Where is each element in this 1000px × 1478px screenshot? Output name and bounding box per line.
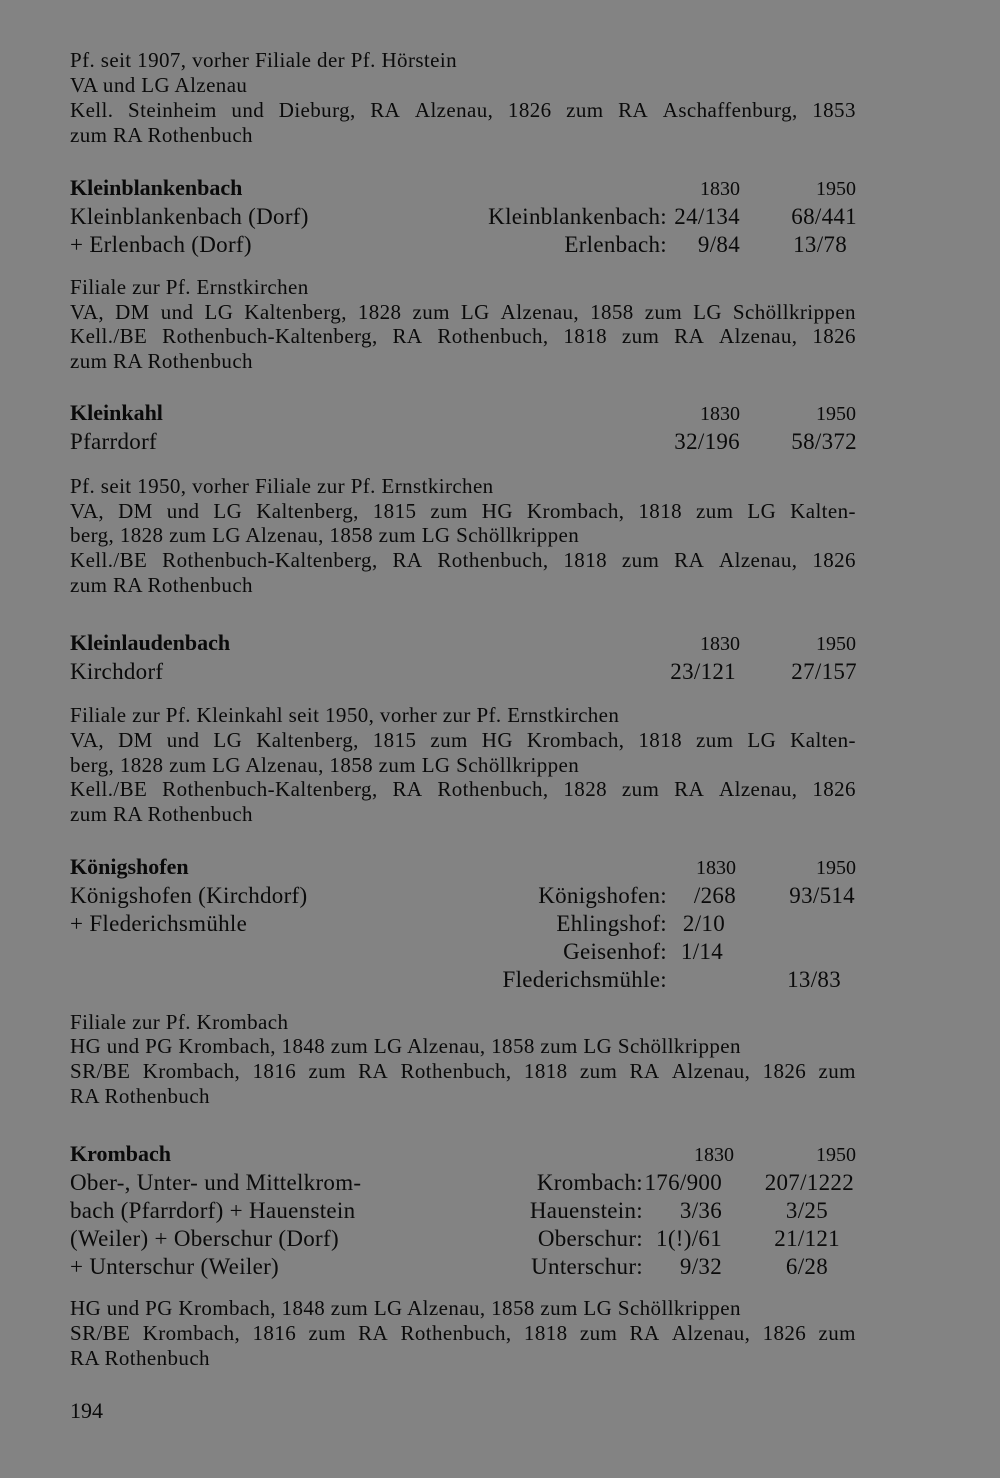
pop-label: Flederichsmühle: bbox=[502, 967, 667, 992]
year-1950: 1950 bbox=[816, 1144, 856, 1166]
note-line: Kell./BE Rothenbuch-Kaltenberg, RA Rothenbuch, 1818 zum RA Alzenau, 1826 bbox=[70, 324, 856, 348]
intro-line: VA und LG Alzenau bbox=[70, 73, 248, 97]
pop-1830: /268 bbox=[693, 883, 736, 908]
pop-1950: 27/157 bbox=[791, 659, 857, 684]
note-line: HG und PG Krombach, 1848 zum LG Alzenau, 1858 zum LG Schöllkrippen bbox=[70, 1034, 741, 1058]
note-line: Filiale zur Pf. Ernstkirchen bbox=[70, 275, 309, 299]
pop-1830: 9/32 bbox=[679, 1254, 722, 1279]
intro-line: zum RA Rothenbuch bbox=[70, 123, 253, 147]
pop-1950: 93/514 bbox=[789, 883, 855, 908]
note-line: berg, 1828 zum LG Alzenau, 1858 zum LG Schöllkrippen bbox=[70, 753, 580, 777]
note-line: Kell./BE Rothenbuch-Kaltenberg, RA Rothenbuch, 1818 zum RA Alzenau, 1826 bbox=[70, 548, 856, 572]
pop-1830: 3/36 bbox=[679, 1198, 722, 1223]
year-1950: 1950 bbox=[816, 633, 856, 655]
note-line: VA, DM und LG Kaltenberg, 1815 zum HG Krombach, 1818 zum LG Kalten- bbox=[70, 499, 856, 523]
pop-1950: 13/83 bbox=[787, 967, 841, 992]
place-desc: + Unterschur (Weiler) bbox=[70, 1254, 279, 1279]
pop-1950: 13/78 bbox=[793, 232, 847, 257]
year-1950: 1950 bbox=[816, 178, 856, 200]
place-desc: Pfarrdorf bbox=[70, 429, 157, 454]
place-desc: Königshofen (Kirchdorf) bbox=[70, 883, 308, 908]
note-line: zum RA Rothenbuch bbox=[70, 802, 253, 826]
intro-line: Kell. Steinheim und Dieburg, RA Alzenau, 1826 zum RA Aschaffenburg, 1853 bbox=[70, 98, 856, 122]
pop-1950: 68/441 bbox=[791, 204, 857, 229]
pop-1950: 6/28 bbox=[785, 1254, 828, 1279]
place-desc: + Erlenbach (Dorf) bbox=[70, 232, 252, 257]
place-desc: (Weiler) + Oberschur (Dorf) bbox=[70, 1226, 339, 1251]
note-line: zum RA Rothenbuch bbox=[70, 573, 253, 597]
pop-1830: 24/134 bbox=[674, 204, 740, 229]
entry-title: Kleinlaudenbach bbox=[70, 630, 231, 655]
place-desc: Kleinblankenbach (Dorf) bbox=[70, 204, 309, 229]
note-line: SR/BE Krombach, 1816 zum RA Rothenbuch, 1818 zum RA Alzenau, 1826 zum bbox=[70, 1321, 856, 1345]
pop-1950: 58/372 bbox=[791, 429, 857, 454]
note-line: zum RA Rothenbuch bbox=[70, 349, 253, 373]
page-number: 194 bbox=[70, 1398, 103, 1423]
note-line: VA, DM und LG Kaltenberg, 1815 zum HG Krombach, 1818 zum LG Kalten- bbox=[70, 728, 856, 752]
note-line: HG und PG Krombach, 1848 zum LG Alzenau, 1858 zum LG Schöllkrippen bbox=[70, 1296, 741, 1320]
entry-title: Kleinblankenbach bbox=[70, 175, 243, 200]
pop-label: Ehlingshof: bbox=[556, 911, 667, 936]
place-desc: Ober-, Unter- und Mittelkrom- bbox=[70, 1170, 362, 1195]
year-1950: 1950 bbox=[816, 857, 856, 879]
pop-1950: 21/121 bbox=[774, 1226, 840, 1251]
note-line: Kell./BE Rothenbuch-Kaltenberg, RA Rothenbuch, 1828 zum RA Alzenau, 1826 bbox=[70, 777, 856, 801]
place-desc: + Flederichsmühle bbox=[70, 911, 248, 936]
pop-label: Krombach: bbox=[536, 1170, 643, 1195]
note-line: Filiale zur Pf. Krombach bbox=[70, 1010, 289, 1034]
pop-1950: 3/25 bbox=[785, 1198, 828, 1223]
pop-label: Erlenbach: bbox=[564, 232, 667, 257]
pop-1830: 1/14 bbox=[680, 939, 723, 964]
note-line: berg, 1828 zum LG Alzenau, 1858 zum LG Schöllkrippen bbox=[70, 523, 580, 547]
pop-label: Oberschur: bbox=[537, 1226, 643, 1251]
intro-line: Pf. seit 1907, vorher Filiale der Pf. Hörstein bbox=[70, 48, 458, 72]
pop-1830: 2/10 bbox=[682, 911, 725, 936]
pop-label: Kleinblankenbach: bbox=[488, 204, 667, 229]
pop-1830: 23/121 bbox=[670, 659, 736, 684]
note-line: RA Rothenbuch bbox=[70, 1346, 210, 1370]
pop-1830: 1(!)/61 bbox=[656, 1226, 722, 1251]
year-1950: 1950 bbox=[816, 403, 856, 425]
entry-title: Kleinkahl bbox=[70, 400, 163, 425]
pop-1950: 207/1222 bbox=[764, 1170, 854, 1195]
pop-label: Königshofen: bbox=[538, 883, 667, 908]
year-1830: 1830 bbox=[700, 403, 740, 425]
note-line: VA, DM und LG Kaltenberg, 1828 zum LG Alzenau, 1858 zum LG Schöllkrippen bbox=[70, 300, 856, 324]
pop-1830: 32/196 bbox=[674, 429, 740, 454]
year-1830: 1830 bbox=[700, 633, 740, 655]
note-line: SR/BE Krombach, 1816 zum RA Rothenbuch, 1818 zum RA Alzenau, 1826 zum bbox=[70, 1059, 856, 1083]
place-desc: Kirchdorf bbox=[70, 659, 164, 684]
pop-1830: 9/84 bbox=[697, 232, 740, 257]
note-line: Pf. seit 1950, vorher Filiale zur Pf. Ernstkirchen bbox=[70, 474, 494, 498]
pop-label: Hauenstein: bbox=[529, 1198, 643, 1223]
note-line: RA Rothenbuch bbox=[70, 1084, 210, 1108]
year-1830: 1830 bbox=[696, 857, 736, 879]
entry-title: Krombach bbox=[70, 1141, 172, 1166]
year-1830: 1830 bbox=[694, 1144, 734, 1166]
pop-1830: 176/900 bbox=[644, 1170, 722, 1195]
pop-label: Geisenhof: bbox=[563, 939, 667, 964]
pop-label: Unterschur: bbox=[531, 1254, 643, 1279]
note-line: Filiale zur Pf. Kleinkahl seit 1950, vorher zur Pf. Ernstkirchen bbox=[70, 703, 620, 727]
entry-title: Königshofen bbox=[70, 854, 189, 879]
place-desc: bach (Pfarrdorf) + Hauenstein bbox=[70, 1198, 356, 1223]
year-1830: 1830 bbox=[700, 178, 740, 200]
